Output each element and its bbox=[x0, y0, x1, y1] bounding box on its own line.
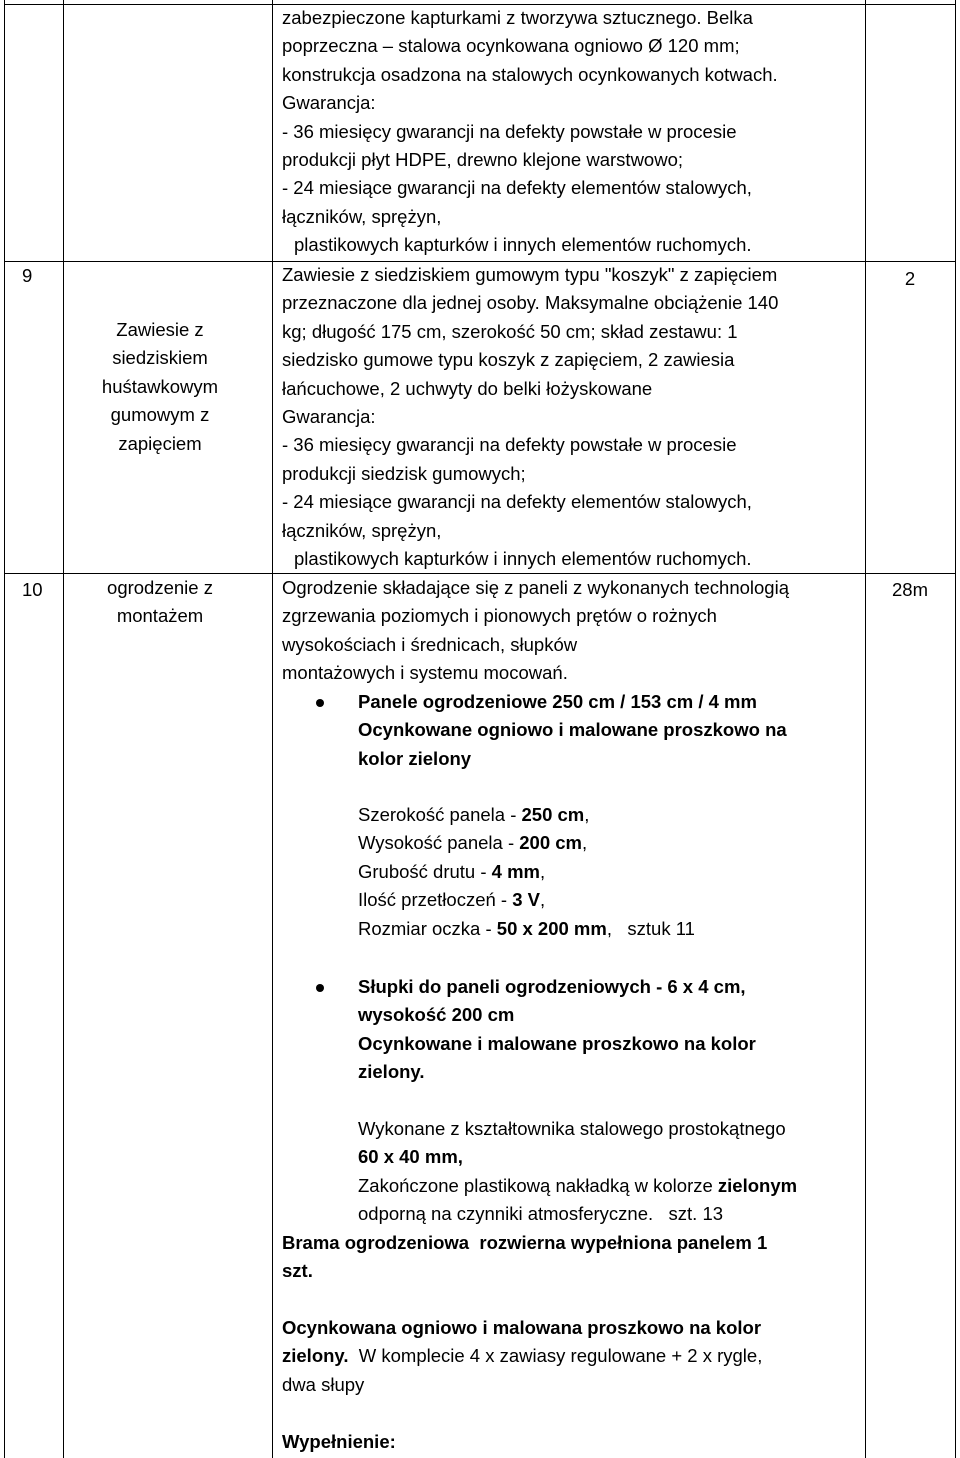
name-line: huśtawkowym bbox=[101, 375, 219, 397]
desc-line: montażowych i systemu mocowań. bbox=[282, 662, 568, 684]
desc-line: przeznaczone dla jednej osoby. Maksymalne obciążenie 140 bbox=[282, 292, 779, 314]
panel-specs bbox=[358, 801, 695, 943]
column-divider-3 bbox=[865, 0, 866, 1458]
finish-line: Ocynkowana ogniowo i malowana proszkowo na kolor bbox=[282, 1317, 762, 1338]
desc-line: - 24 miesiące gwarancji na defekty elementów stalowych, bbox=[282, 491, 752, 513]
fill-heading bbox=[282, 1428, 858, 1456]
desc-line: Gwarancja: bbox=[282, 405, 376, 427]
desc-line: produkcji płyt HDPE, drewno klejone warstwowo; bbox=[282, 148, 684, 170]
row-10-intro bbox=[282, 574, 858, 688]
finish-line bbox=[282, 1342, 858, 1370]
spec-suffix: , bbox=[584, 804, 590, 825]
desc-line: plastikowych kapturków i innych elementów ruchomych. bbox=[294, 234, 752, 256]
bullet-line: wysokość 200 cm bbox=[358, 1004, 515, 1026]
name-line: montażem bbox=[116, 605, 204, 627]
detail-line: odporną na czynniki atmosferyczne. szt. 13 bbox=[358, 1203, 724, 1225]
row-9-description bbox=[282, 261, 858, 573]
detail-line bbox=[358, 1172, 797, 1200]
spec-embossing bbox=[358, 886, 695, 914]
spec-wire bbox=[358, 858, 695, 886]
bullet-icon bbox=[316, 699, 324, 707]
name-line: ogrodzenie z bbox=[107, 577, 213, 598]
bullet-line: Panele ogrodzeniowe 250 cm / 153 cm / 4 mm bbox=[358, 691, 757, 712]
desc-line: konstrukcja osadzona na stalowych ocynkowanych kotwach. bbox=[282, 63, 778, 85]
spec-value: 250 cm bbox=[521, 804, 585, 825]
spec-label: Rozmiar oczka - bbox=[358, 917, 497, 939]
desc-line: kg; długość 175 cm, szerokość 50 cm; skład zestawu: 1 bbox=[282, 320, 738, 342]
desc-line: produkcji siedzisk gumowych; bbox=[282, 462, 526, 484]
spec-suffix: , bbox=[540, 889, 546, 911]
spec-suffix: , bbox=[582, 832, 588, 854]
fill-label: Wypełnienie: bbox=[282, 1431, 396, 1452]
spec-mesh bbox=[358, 915, 695, 943]
gate-heading bbox=[282, 1229, 858, 1286]
name-line: Zawiesie z bbox=[116, 319, 204, 340]
name-line: gumowym z bbox=[110, 404, 210, 426]
desc-line: Ogrodzenie składające się z paneli z wykonanych technologią bbox=[282, 577, 789, 598]
detail-color: zielonym bbox=[717, 1174, 798, 1196]
desc-line: łańcuchowe, 2 uchwyty do belki łożyskowane bbox=[282, 377, 653, 399]
desc-line: - 36 miesięcy gwarancji na defekty powstałe w procesie bbox=[282, 120, 737, 142]
spec-label: Ilość przetłoczeń - bbox=[358, 889, 513, 911]
bullet-line: Ocynkowane ogniowo i malowane proszkowo na bbox=[358, 719, 787, 741]
desc-line: łączników, sprężyn, bbox=[282, 519, 442, 541]
row-9-number: 9 bbox=[22, 265, 33, 286]
desc-line: poprzeczna – stalowa ocynkowana ogniowo Ø 120 mm; bbox=[282, 35, 740, 57]
spec-value: 3 V bbox=[512, 889, 541, 911]
desc-line: plastikowych kapturków i innych elementów ruchomych. bbox=[294, 547, 752, 569]
detail-text: Zakończone plastikową nakładką w kolorze bbox=[358, 1174, 718, 1196]
column-divider-2 bbox=[272, 0, 273, 1458]
spec-label: Wysokość panela - bbox=[358, 832, 520, 854]
gate-finish bbox=[282, 1314, 858, 1399]
desc-line: Zawiesie z siedziskiem gumowym typu "koszyk" z zapięciem bbox=[282, 264, 778, 285]
column-divider-1 bbox=[63, 0, 64, 1458]
prev-row-description bbox=[282, 4, 858, 260]
bullet-line: Słupki do paneli ogrodzeniowych - 6 x 4 cm, bbox=[358, 976, 746, 997]
desc-line: wysokościach i średnicach, słupków bbox=[282, 633, 578, 655]
finish-color: zielony. bbox=[282, 1345, 349, 1367]
panels-bullet bbox=[358, 688, 787, 773]
desc-line: łączników, sprężyn, bbox=[282, 205, 442, 227]
spec-label: Szerokość panela - bbox=[358, 804, 522, 825]
spec-value: 50 x 200 mm bbox=[496, 917, 607, 939]
name-line: zapięciem bbox=[118, 432, 202, 454]
spec-height bbox=[358, 829, 695, 857]
spec-suffix: , sztuk 11 bbox=[606, 917, 695, 939]
finish-text: W komplecie 4 x zawiasy regulowane + 2 x rygle, bbox=[348, 1345, 763, 1367]
desc-line: - 24 miesiące gwarancji na defekty elementów stalowych, bbox=[282, 177, 752, 199]
table-border-right bbox=[955, 0, 956, 1458]
spec-suffix: , bbox=[540, 860, 546, 882]
row-10-item-name bbox=[60, 574, 260, 631]
desc-line: Gwarancja: bbox=[282, 92, 376, 114]
bullet-line: zielony. bbox=[358, 1061, 425, 1083]
desc-line: zabezpieczone kapturkami z tworzywa sztucznego. Belka bbox=[282, 7, 753, 28]
posts-bullet bbox=[358, 973, 756, 1087]
row-10-quantity: 28m bbox=[892, 579, 928, 600]
spec-value: 4 mm bbox=[491, 860, 540, 882]
bullet-line: kolor zielony bbox=[358, 747, 472, 769]
bullet-icon bbox=[316, 984, 324, 992]
desc-line: siedzisko gumowe typu koszyk z zapięciem, 2 zawiesia bbox=[282, 349, 735, 371]
bullet-line: Ocynkowane i malowane proszkowo na kolor bbox=[358, 1032, 756, 1054]
row-9-item-name bbox=[60, 316, 260, 458]
spec-label: Grubość drutu - bbox=[358, 860, 492, 882]
detail-line: Wykonane z kształtownika stalowego prostokątnego bbox=[358, 1118, 786, 1139]
row-10-number: 10 bbox=[22, 579, 43, 600]
desc-line: zgrzewania poziomych i pionowych prętów o rożnych bbox=[282, 605, 717, 627]
desc-line: - 36 miesięcy gwarancji na defekty powstałe w procesie bbox=[282, 434, 737, 456]
spec-width bbox=[358, 801, 695, 829]
row-9-quantity: 2 bbox=[904, 268, 916, 289]
table-border-left bbox=[4, 0, 5, 1458]
gate-line: szt. bbox=[282, 1260, 313, 1282]
name-line: siedziskiem bbox=[112, 347, 208, 369]
posts-details bbox=[358, 1115, 797, 1229]
spec-value: 200 cm bbox=[519, 832, 583, 854]
gate-line: Brama ogrodzeniowa rozwierna wypełniona panelem 1 bbox=[282, 1232, 768, 1253]
detail-line: 60 x 40 mm, bbox=[358, 1146, 463, 1168]
finish-line: dwa słupy bbox=[282, 1373, 365, 1395]
